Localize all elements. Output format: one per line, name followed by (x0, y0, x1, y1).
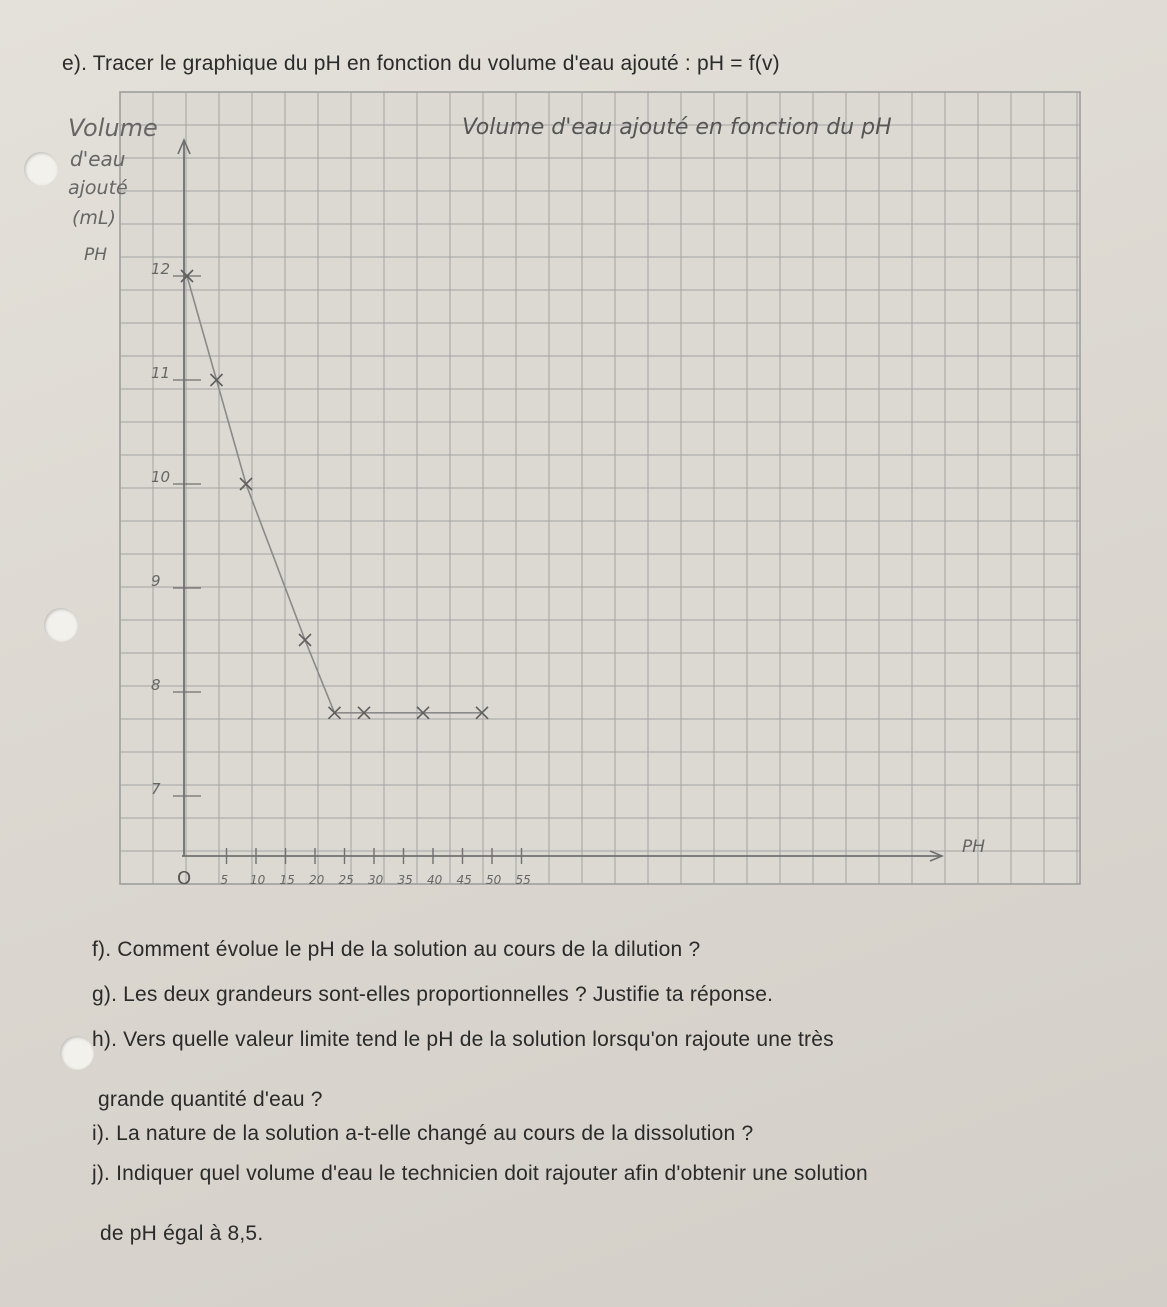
x-tick-label: 50 (486, 873, 502, 887)
x-tick-label: 15 (279, 873, 295, 887)
x-axis-label: PH (962, 837, 986, 857)
origin-label: O (177, 868, 192, 889)
x-tick-label: 55 (515, 873, 531, 887)
question-h-line-1: h). Vers quelle valeur limite tend le pH de la solution lorsqu'on rajoute une très (92, 1028, 834, 1051)
question-g: g). Les deux grandeurs sont-elles proportionnelles ? Justifie ta réponse. (92, 983, 774, 1006)
x-tick-label: 20 (309, 873, 325, 887)
y-axis-label-line: PH (84, 245, 108, 265)
question-i: i). La nature de la solution a-t-elle changé au cours de la dissolution ? (92, 1122, 754, 1145)
x-tick-label: 35 (397, 873, 413, 887)
y-tick-label: 10 (151, 468, 171, 486)
chart-title: Volume d'eau ajouté en fonction du pH (462, 115, 892, 140)
chart-grid (120, 92, 1080, 884)
y-tick-label: 11 (151, 364, 171, 382)
y-axis-label-line: Volume (68, 114, 158, 142)
x-tick-label: 25 (338, 873, 354, 887)
question-h-line-2: grande quantité d'eau ? (98, 1088, 323, 1111)
y-axis-label-line: ajouté (68, 177, 128, 199)
x-tick-label: 10 (250, 873, 266, 887)
x-tick-label: 40 (427, 873, 443, 887)
question-f: f). Comment évolue le pH de la solution au cours de la dilution ? (92, 938, 701, 961)
y-axis-label-line: d'eau (70, 147, 126, 171)
x-tick-label: 5 (220, 873, 229, 887)
x-tick-label: 30 (368, 873, 384, 887)
y-axis-label-line: (mL) (72, 207, 116, 229)
y-tick-label: 12 (151, 260, 171, 278)
y-tick-label: 9 (151, 572, 161, 590)
question-j-line-2: de pH égal à 8,5. (100, 1222, 264, 1245)
y-tick-label: 7 (151, 780, 161, 798)
question-j-line-1: j). Indiquer quel volume d'eau le technicien doit rajouter afin d'obtenir une solution (92, 1162, 868, 1185)
x-tick-label: 45 (456, 873, 472, 887)
y-tick-label: 8 (151, 676, 161, 694)
question-e: e). Tracer le graphique du pH en fonction du volume d'eau ajouté : pH = f(v) (62, 52, 780, 75)
binder-hole-bottom (60, 1036, 94, 1070)
